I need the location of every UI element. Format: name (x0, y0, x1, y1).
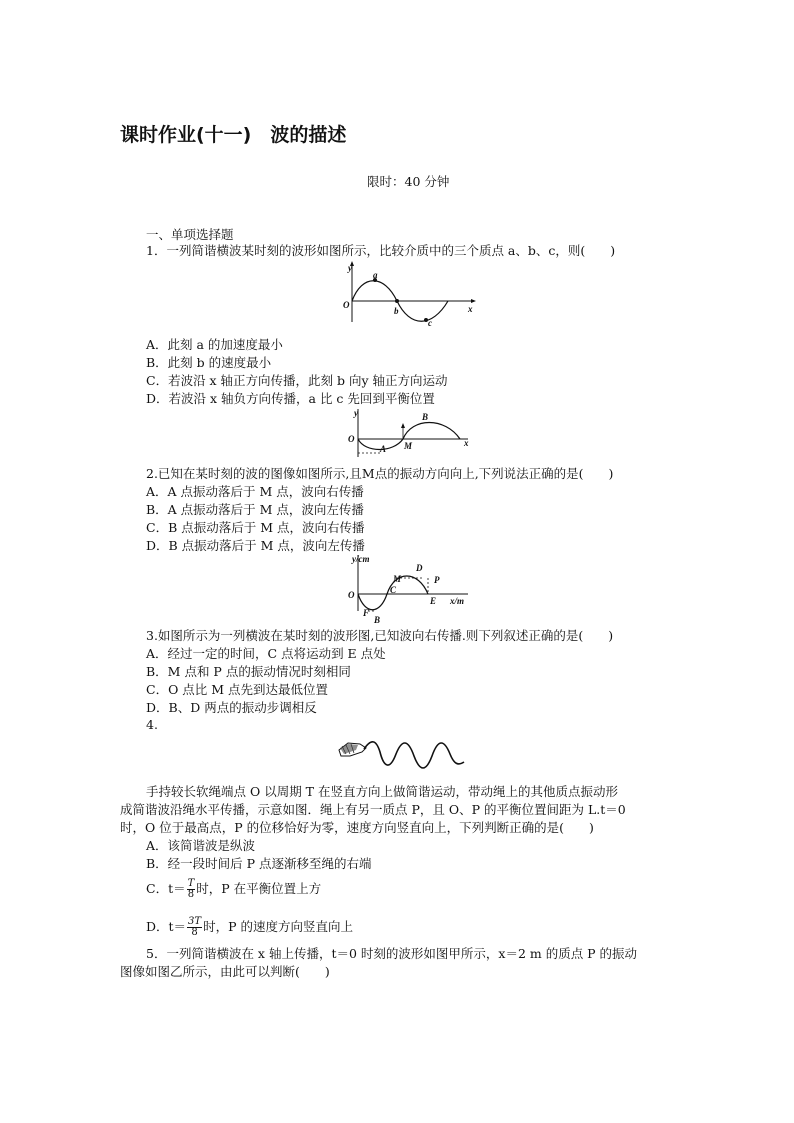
q2-x-label: x (464, 438, 469, 448)
q5-line-2: 图像如图乙所示，由此可以判断( ) (120, 964, 330, 979)
q4-option-d-prefix: D．t＝ (146, 919, 187, 934)
q2-point-a: A (380, 444, 387, 454)
q2-option-d: D．B 点振动落后于 M 点，波向左传播 (146, 538, 365, 553)
q5-line-1: 5．一列简谐横波在 x 轴上传播，t＝0 时刻的波形如图甲所示，x＝2 m 的质点 P 的振动 (146, 946, 638, 961)
q4-option-d-denominator: 8 (191, 927, 198, 938)
q4-option-c (146, 879, 321, 900)
q1-option-b: B．此刻 b 的速度最小 (146, 355, 272, 370)
q4-option-c-fraction (187, 879, 196, 900)
q4-option-d-numerator: 3T (188, 916, 202, 927)
q3-y-label: y/cm (352, 554, 370, 564)
q4-option-d-fraction (187, 917, 202, 938)
q4-option-c-suffix: 时，P 在平衡位置上方 (196, 881, 322, 896)
q3-point-p: P (434, 575, 440, 585)
q3-origin-label: O (348, 590, 355, 600)
section-heading: 一、单项选择题 (146, 227, 234, 242)
q1-wave-figure (340, 260, 480, 330)
q1-y-label: y (348, 263, 352, 273)
q2-y-label: y (354, 408, 358, 418)
q4-option-d (146, 917, 353, 938)
hand-icon (339, 743, 366, 756)
q1-origin-label: O (343, 300, 350, 310)
q2-option-a: A．A 点振动落后于 M 点，波向右传播 (146, 484, 364, 499)
q2-stem: 2.已知在某时刻的波的图像如图所示,且M点的振动方向向上,下列说法正确的是( ) (146, 466, 614, 481)
q3-x-label: x/m (450, 596, 465, 606)
q1-option-d: D．若波沿 x 轴负方向传播，a 比 c 先回到平衡位置 (146, 391, 435, 406)
q3-option-b: B．M 点和 P 点的振动情况时刻相同 (146, 664, 351, 679)
q4-option-d-suffix: 时，P 的速度方向竖直向上 (203, 919, 353, 934)
q3-option-c: C．O 点比 M 点先到达最低位置 (146, 682, 329, 697)
q3-point-e: E (430, 596, 437, 606)
q3-point-f: F (363, 608, 370, 618)
q4-rope-figure (336, 734, 476, 780)
q4-line-3: 时，O 位于最高点，P 的位移恰好为零，速度方向竖直向上，下列判断正确的是( ) (120, 820, 594, 835)
q2-option-b: B．A 点振动落后于 M 点，波向左传播 (146, 502, 364, 517)
q4-option-b: B．经一段时间后 P 点逐渐移至绳的右端 (146, 856, 372, 871)
q3-option-d: D．B、D 两点的振动步调相反 (146, 700, 317, 715)
q3-option-a: A．经过一定的时间，C 点将运动到 E 点处 (146, 646, 386, 661)
q3-point-b: B (374, 615, 381, 625)
q2-origin-label: O (348, 434, 355, 444)
q3-point-m: M (393, 574, 402, 584)
q1-stem: 1．一列简谐横波某时刻的波形如图所示，比较介质中的三个质点 a、b、c，则( ) (146, 243, 616, 258)
q4-option-c-prefix: C．t＝ (146, 881, 186, 896)
q1-option-a: A．此刻 a 的加速度最小 (146, 337, 283, 352)
q3-wave-figure (340, 553, 475, 625)
q1-option-c: C．若波沿 x 轴正方向传播，此刻 b 向y 轴正方向运动 (146, 373, 448, 388)
q2-wave-figure (340, 407, 475, 462)
q4-line-2: 成简谐波沿绳水平传播，示意如图．绳上有另一质点 P，且 O、P 的平衡位置间距为 L.t＝0 (120, 802, 626, 817)
time-limit: 限时：40 分钟 (367, 174, 450, 189)
q1-point-c: c (428, 318, 432, 328)
q4-option-a: A．该简谐波是纵波 (146, 838, 256, 853)
q3-point-d: D (416, 563, 423, 573)
q2-point-b: B (422, 412, 429, 422)
q2-point-m: M (404, 441, 413, 451)
q1-x-label: x (468, 304, 473, 314)
q4-line-1: 手持较长软绳端点 O 以周期 T 在竖直方向上做简谐运动，带动绳上的其他质点振动形 (146, 784, 618, 799)
q4-option-c-numerator: T (187, 878, 195, 889)
q2-option-c: C．B 点振动落后于 M 点，波向右传播 (146, 520, 365, 535)
q3-stem: 3.如图所示为一列横波在某时刻的波形图,已知波向右传播.则下列叙述正确的是( ) (146, 628, 614, 643)
q1-point-b: b (394, 306, 399, 316)
page-title: 课时作业(十一) 波的描述 (120, 124, 347, 146)
q1-point-a: a (373, 270, 378, 280)
q3-point-c: C (390, 585, 397, 595)
q4-option-c-denominator: 8 (187, 889, 195, 900)
q4-number: 4. (146, 717, 158, 732)
